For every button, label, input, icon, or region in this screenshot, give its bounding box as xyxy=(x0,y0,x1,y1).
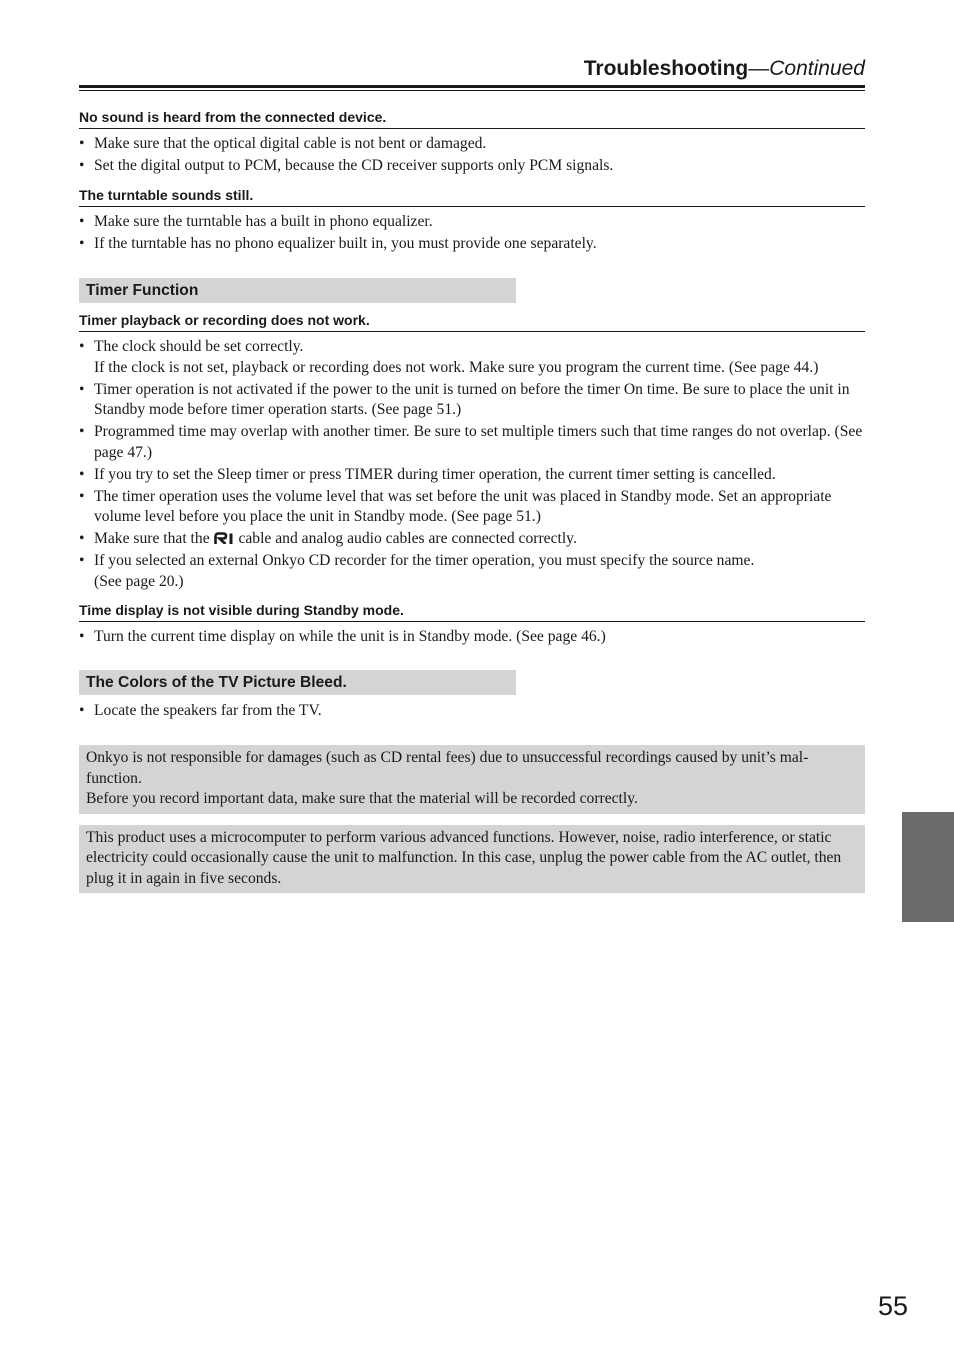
list-item: • If you try to set the Sleep timer or press TIMER during timer operation, the current timer setting is cancelled. xyxy=(79,465,865,486)
list-item: • Set the digital output to PCM, because the CD receiver supports only PCM signals. xyxy=(79,156,865,177)
header-continued: Continued xyxy=(769,57,865,80)
ri-text-before: Make sure that the xyxy=(94,530,210,547)
page-content xyxy=(79,108,865,893)
list-item: • Timer operation is not activated if the power to the unit is turned on before the timer On time. Be sure to place the unit in Standby mode before timer operation starts. (See page 51.) xyxy=(79,380,865,421)
heading-timer-playback: Timer playback or recording does not work. xyxy=(79,311,865,332)
header-rule-thin xyxy=(79,90,865,91)
list-timer-playback xyxy=(79,337,865,592)
list-item xyxy=(79,529,865,550)
ri-text-after: cable and analog audio cables are connected correctly. xyxy=(238,530,577,547)
clock-line-2: If the clock is not set, playback or recording does not work. Make sure you program the current time. (See page 44.) xyxy=(94,358,819,376)
list-time-display xyxy=(79,627,865,648)
header-title: Troubleshooting xyxy=(583,57,749,80)
note-box-recording xyxy=(79,745,865,814)
note-text: Before you record important data, make sure that the material will be recorded correctly. xyxy=(86,790,638,807)
list-turntable xyxy=(79,212,865,255)
page-number: 55 xyxy=(877,1291,908,1321)
list-item: • If the turntable has no phono equalizer built in, you must provide one separately. xyxy=(79,234,865,255)
page-header xyxy=(79,56,865,82)
list-item: • Programmed time may overlap with another timer. Be sure to set multiple timers such that time ranges do not overlap. (See page 47.) xyxy=(79,422,865,463)
list-item: • Make sure that the optical digital cable is not bent or damaged. xyxy=(79,134,865,155)
section-title-tv: The Colors of the TV Picture Bleed. xyxy=(79,670,516,695)
header-rule-thick xyxy=(79,85,865,88)
heading-time-display: Time display is not visible during Standby mode. xyxy=(79,601,865,622)
recorder-line-1: If you selected an external Onkyo CD recorder for the timer operation, you must specify the source name. xyxy=(94,552,755,569)
recorder-line-2: (See page 20.) xyxy=(94,572,184,590)
note-text: This product uses a microcomputer to perform various advanced functions. However, noise, radio interference, or static electricity could occasionally cause the unit to malfunction. In this case, unplug the power cable from the AC outlet, then plug it in again in five seconds. xyxy=(86,828,842,887)
list-no-sound xyxy=(79,134,865,177)
list-item xyxy=(79,337,865,378)
list-item: • Make sure the turntable has a built in phono equalizer. xyxy=(79,212,865,233)
header-dash: — xyxy=(748,57,770,80)
heading-no-sound: No sound is heard from the connected device. xyxy=(79,108,865,129)
ri-logo-icon xyxy=(214,532,235,544)
note-box-microcomputer xyxy=(79,825,865,894)
list-item: • Turn the current time display on while the unit is in Standby mode. (See page 46.) xyxy=(79,627,865,648)
heading-turntable: The turntable sounds still. xyxy=(79,186,865,207)
note-text: Onkyo is not responsible for damages (such as CD rental fees) due to unsuccessful recordings caused by unit’s mal-function. xyxy=(86,749,809,787)
list-item: • The timer operation uses the volume level that was set before the unit was placed in Standby mode. Set an appropriate volume level before you place the unit in Standby mode. (See page 51.) xyxy=(79,487,865,528)
list-tv xyxy=(79,701,865,722)
list-item: • Locate the speakers far from the TV. xyxy=(79,701,865,722)
list-item xyxy=(79,551,865,592)
side-tab xyxy=(902,812,954,922)
section-title-timer: Timer Function xyxy=(79,278,516,303)
clock-line-1: The clock should be set correctly. xyxy=(94,338,304,355)
